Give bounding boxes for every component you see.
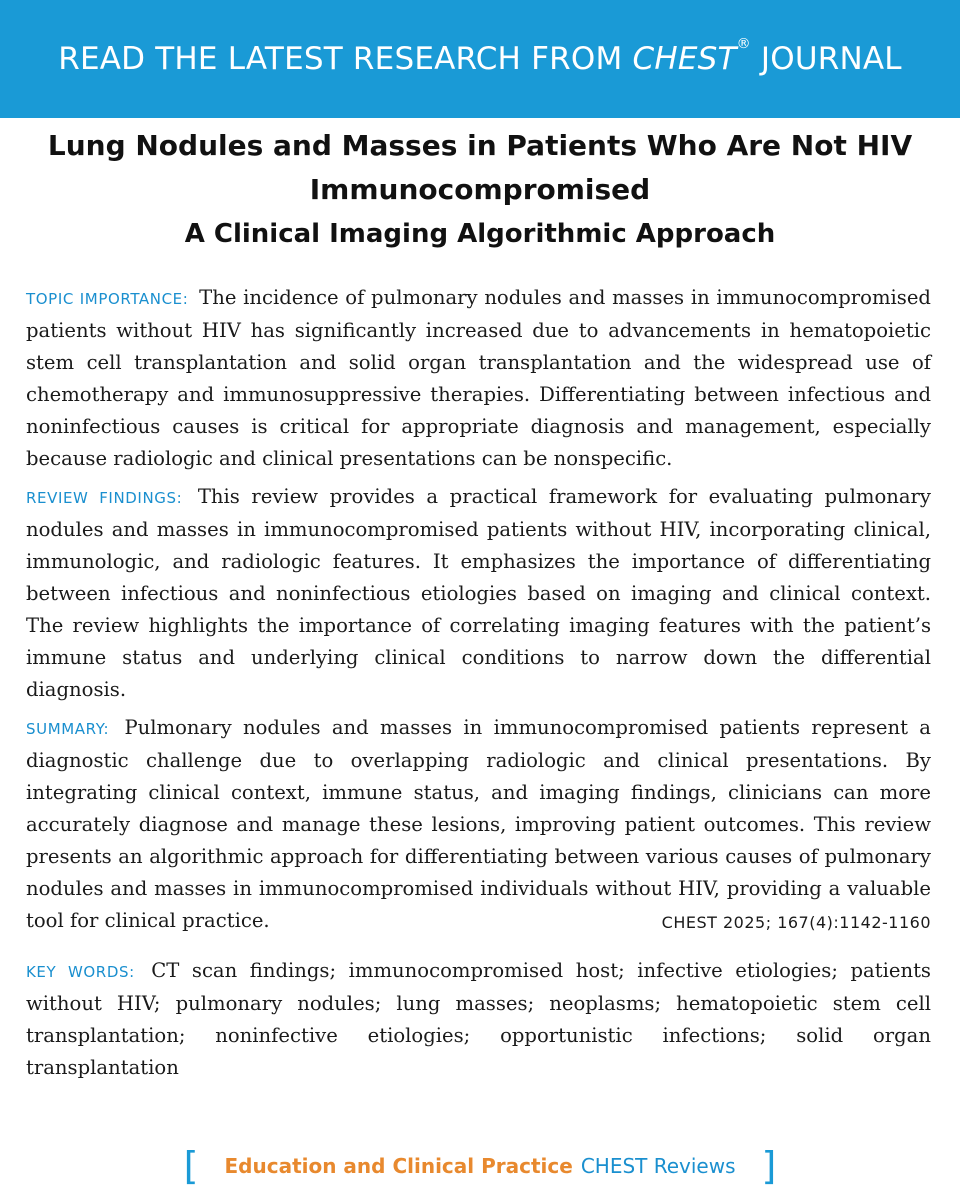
key-words-text: CT scan findings; immunocompromised host; infective etiologies; patients without HIV; pulmonary nodules; lung masses; neoplasms; hematopoietic stem cell transplantation; noninfective etiologies; opportunistic infections; solid organ transplantation <box>26 959 931 1079</box>
topic-importance-paragraph <box>26 282 931 475</box>
review-findings-text: This review provides a practical framework for evaluating pulmonary nodules and masses in immunocompromised patients without HIV, incorporating clinical, immunologic, and radiologic features. It emphasizes the importance of differentiating between infectious and noninfectious etiologies based on imaging and clinical context. The review highlights the importance of correlating imaging features with the patient’s immune status and underlying clinical conditions to narrow down the differential diagnosis. <box>26 485 931 701</box>
article-title: Lung Nodules and Masses in Patients Who Are Not HIV Immunocompromised <box>47 129 913 206</box>
header-banner <box>0 0 960 118</box>
footer-tag <box>0 1144 960 1188</box>
topic-importance-text: The incidence of pulmonary nodules and masses in immunocompromised patients without HIV has significantly increased due to advancements in hematopoietic stem cell transplantation and solid organ transplantation and the widespread use of chemotherapy and immunosuppressive therapies. Differentiating between infectious and noninfectious causes is critical for appropriate diagnosis and management, especially because radiologic and clinical presentations can be nonspecific. <box>26 286 931 470</box>
banner-journal-name: CHEST <box>632 41 737 77</box>
footer-section: Education and Clinical Practice <box>224 1154 573 1178</box>
article-heading <box>40 124 920 256</box>
left-bracket: [ <box>183 1144 199 1188</box>
topic-importance-label: TOPIC IMPORTANCE: <box>26 290 189 308</box>
banner-prefix: READ THE LATEST RESEARCH FROM <box>58 41 633 77</box>
summary-label: SUMMARY: <box>26 720 110 738</box>
review-findings-label: REVIEW FINDINGS: <box>26 489 183 507</box>
key-words-paragraph <box>26 955 931 1084</box>
banner-title <box>58 36 902 77</box>
abstract <box>26 282 931 1090</box>
review-findings-paragraph <box>26 481 931 706</box>
banner-suffix: JOURNAL <box>750 41 902 77</box>
summary-text: Pulmonary nodules and masses in immunocompromised patients represent a diagnostic challenge due to overlapping radiologic and clinical presentations. By integrating clinical context, immune status, and imaging findings, clinicians can more accurately diagnose and manage these lesions, improving patient outcomes. This review presents an algorithmic approach for differentiating between various causes of pulmonary nodules and masses in immunocompromised individuals without HIV, providing a valuable tool for clinical practice. <box>26 716 931 932</box>
registered-mark: ® <box>736 36 751 52</box>
right-bracket: ] <box>761 1144 777 1188</box>
article-subtitle: A Clinical Imaging Algorithmic Approach <box>184 219 776 249</box>
footer-label <box>199 1154 762 1178</box>
summary-paragraph <box>26 712 931 937</box>
key-words-label: KEY WORDS: <box>26 963 135 981</box>
citation: CHEST 2025; 167(4):1142-1160 <box>661 913 931 932</box>
footer-category: CHEST Reviews <box>580 1154 736 1178</box>
